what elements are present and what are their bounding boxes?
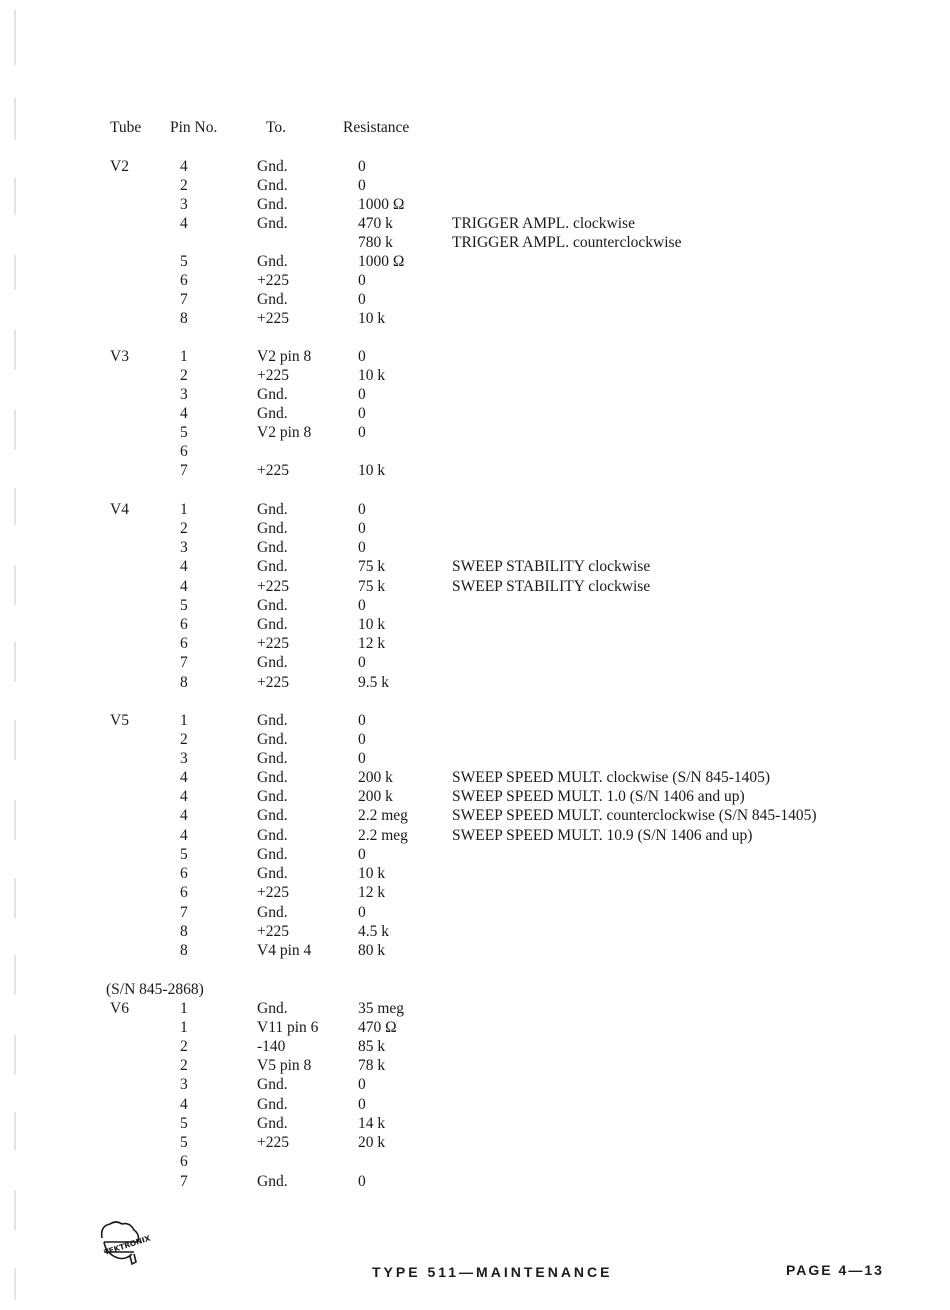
table-row <box>0 1056 950 1076</box>
to-cell: Gnd. <box>257 558 288 575</box>
pin-cell: 5 <box>180 253 188 270</box>
table-row <box>0 309 950 329</box>
table-row <box>0 195 950 215</box>
table-row <box>0 233 950 253</box>
pin-cell: 5 <box>180 1115 188 1132</box>
resistance-cell: 10 k <box>358 367 386 384</box>
note-cell: TRIGGER AMPL. counterclockwise <box>452 234 682 251</box>
table-row <box>0 903 950 923</box>
pin-cell: 3 <box>180 196 188 213</box>
pin-cell: 4 <box>180 405 188 422</box>
tube-cell: V5 <box>110 712 129 729</box>
pin-cell: 1 <box>180 1000 188 1017</box>
pin-cell: 5 <box>180 1134 188 1151</box>
header-pin-no: Pin No. <box>170 119 218 136</box>
table-row <box>0 519 950 539</box>
table-row <box>0 347 950 367</box>
to-cell: Gnd. <box>257 846 288 863</box>
resistance-cell: 4.5 k <box>358 923 389 940</box>
header-to: To. <box>266 119 287 136</box>
pin-cell: 5 <box>180 597 188 614</box>
pin-cell: 5 <box>180 424 188 441</box>
pin-cell: 4 <box>180 788 188 805</box>
pin-cell: 7 <box>180 654 188 671</box>
footer-document-title: TYPE 511—MAINTENANCE <box>372 1264 613 1280</box>
resistance-cell: 2.2 meg <box>358 827 408 844</box>
to-cell: +225 <box>257 674 289 691</box>
pin-cell: 7 <box>180 904 188 921</box>
to-cell: V5 pin 8 <box>257 1057 312 1074</box>
pin-cell: 2 <box>180 1057 188 1074</box>
to-cell: Gnd. <box>257 158 288 175</box>
tube-cell: V4 <box>110 501 129 518</box>
resistance-cell: 0 <box>358 539 366 556</box>
note-cell: SWEEP SPEED MULT. 10.9 (S/N 1406 and up) <box>452 827 753 844</box>
note-cell: TRIGGER AMPL. clockwise <box>452 215 635 232</box>
table-row <box>0 749 950 769</box>
resistance-cell: 12 k <box>358 635 386 652</box>
to-cell: Gnd. <box>257 788 288 805</box>
to-cell: Gnd. <box>257 1115 288 1132</box>
to-cell: Gnd. <box>257 501 288 518</box>
table-row <box>0 214 950 234</box>
table-row <box>0 404 950 424</box>
resistance-cell: 1000 Ω <box>358 196 405 213</box>
table-row <box>0 845 950 865</box>
to-cell: Gnd. <box>257 827 288 844</box>
table-row <box>0 1133 950 1153</box>
to-cell: Gnd. <box>257 616 288 633</box>
table-row <box>0 826 950 846</box>
tube-cell: V2 <box>110 158 129 175</box>
table-row <box>0 176 950 196</box>
to-cell: +225 <box>257 367 289 384</box>
pin-cell: 1 <box>180 712 188 729</box>
pin-cell: 6 <box>180 635 188 652</box>
tube-cell: V3 <box>110 348 129 365</box>
table-row <box>0 423 950 443</box>
to-cell: -140 <box>257 1038 286 1055</box>
table-row <box>0 653 950 673</box>
to-cell: Gnd. <box>257 904 288 921</box>
table-row <box>0 711 950 731</box>
table-row <box>0 673 950 693</box>
to-cell: V2 pin 8 <box>257 348 312 365</box>
to-cell: V4 pin 4 <box>257 942 312 959</box>
pin-cell: 7 <box>180 462 188 479</box>
to-cell: Gnd. <box>257 291 288 308</box>
to-cell: +225 <box>257 310 289 327</box>
table-row <box>0 290 950 310</box>
resistance-cell: 200 k <box>358 769 393 786</box>
note-cell: SWEEP SPEED MULT. clockwise (S/N 845-1405) <box>452 769 771 786</box>
table-row <box>0 1037 950 1057</box>
resistance-cell: 2.2 meg <box>358 807 408 824</box>
to-cell: Gnd. <box>257 1096 288 1113</box>
resistance-cell: 0 <box>358 597 366 614</box>
table-row <box>0 1152 950 1172</box>
resistance-cell: 0 <box>358 1096 366 1113</box>
resistance-cell: 9.5 k <box>358 674 389 691</box>
v6-serial-range <box>0 980 950 1000</box>
resistance-cell: 75 k <box>358 578 386 595</box>
pin-cell: 4 <box>180 1096 188 1113</box>
table-row <box>0 596 950 616</box>
table-row <box>0 577 950 597</box>
to-cell: +225 <box>257 578 289 595</box>
pin-cell: 6 <box>180 443 188 460</box>
resistance-cell: 0 <box>358 158 366 175</box>
resistance-cell: 470 Ω <box>358 1019 397 1036</box>
table-row <box>0 1075 950 1095</box>
pin-cell: 8 <box>180 310 188 327</box>
pin-cell: 2 <box>180 1038 188 1055</box>
table-row <box>0 1172 950 1192</box>
resistance-cell: 0 <box>358 501 366 518</box>
pin-cell: 1 <box>180 1019 188 1036</box>
to-cell: Gnd. <box>257 215 288 232</box>
resistance-cell: 470 k <box>358 215 393 232</box>
resistance-cell: 0 <box>358 405 366 422</box>
pin-cell: 4 <box>180 807 188 824</box>
table-row <box>0 461 950 481</box>
pin-cell: 2 <box>180 177 188 194</box>
table-row <box>0 557 950 577</box>
to-cell: Gnd. <box>257 253 288 270</box>
to-cell: Gnd. <box>257 177 288 194</box>
table-row <box>0 634 950 654</box>
table-row <box>0 252 950 272</box>
pin-cell: 8 <box>180 674 188 691</box>
table-row <box>0 1018 950 1038</box>
tube-cell: V6 <box>110 1000 129 1017</box>
resistance-cell: 0 <box>358 291 366 308</box>
pin-cell: 1 <box>180 501 188 518</box>
resistance-cell: 0 <box>358 1173 366 1190</box>
table-row <box>0 999 950 1019</box>
to-cell: Gnd. <box>257 712 288 729</box>
pin-cell: 8 <box>180 942 188 959</box>
pin-cell: 6 <box>180 884 188 901</box>
pin-cell: 1 <box>180 348 188 365</box>
to-cell: Gnd. <box>257 1173 288 1190</box>
resistance-cell: 10 k <box>358 865 386 882</box>
to-cell: Gnd. <box>257 654 288 671</box>
to-cell: Gnd. <box>257 386 288 403</box>
footer-page-number: PAGE 4—13 <box>786 1262 884 1278</box>
pin-cell: 2 <box>180 520 188 537</box>
to-cell: +225 <box>257 923 289 940</box>
resistance-cell: 200 k <box>358 788 393 805</box>
table-row <box>0 1095 950 1115</box>
pin-cell: 4 <box>180 827 188 844</box>
note-cell: SWEEP SPEED MULT. 1.0 (S/N 1406 and up) <box>452 788 745 805</box>
resistance-cell: 1000 Ω <box>358 253 405 270</box>
resistance-cell: 10 k <box>358 310 386 327</box>
note-cell: SWEEP SPEED MULT. counterclockwise (S/N 845-1405) <box>452 807 817 824</box>
pin-cell: 3 <box>180 1076 188 1093</box>
to-cell: +225 <box>257 884 289 901</box>
pin-cell: 6 <box>180 1153 188 1170</box>
resistance-cell: 10 k <box>358 616 386 633</box>
to-cell: +225 <box>257 1134 289 1151</box>
resistance-cell: 0 <box>358 177 366 194</box>
to-cell: Gnd. <box>257 539 288 556</box>
to-cell: +225 <box>257 272 289 289</box>
to-cell: Gnd. <box>257 731 288 748</box>
table-row <box>0 730 950 750</box>
table-row <box>0 538 950 558</box>
pin-cell: 6 <box>180 272 188 289</box>
to-cell: V2 pin 8 <box>257 424 312 441</box>
to-cell: Gnd. <box>257 1076 288 1093</box>
table-row <box>0 922 950 942</box>
table-row <box>0 271 950 291</box>
table-row <box>0 157 950 177</box>
pin-cell: 4 <box>180 769 188 786</box>
resistance-cell: 0 <box>358 348 366 365</box>
pin-cell: 6 <box>180 616 188 633</box>
resistance-cell: 0 <box>358 520 366 537</box>
pin-cell: 3 <box>180 539 188 556</box>
resistance-cell: 0 <box>358 386 366 403</box>
table-row <box>0 883 950 903</box>
pin-cell: 4 <box>180 558 188 575</box>
resistance-cell: 85 k <box>358 1038 386 1055</box>
pin-cell: 3 <box>180 386 188 403</box>
resistance-cell: 20 k <box>358 1134 386 1151</box>
to-cell: Gnd. <box>257 1000 288 1017</box>
resistance-cell: 14 k <box>358 1115 386 1132</box>
note-cell: SWEEP STABILITY clockwise <box>452 558 651 575</box>
pin-cell: 4 <box>180 578 188 595</box>
resistance-cell: 0 <box>358 1076 366 1093</box>
resistance-cell: 35 meg <box>358 1000 405 1017</box>
to-cell: Gnd. <box>257 405 288 422</box>
pin-cell: 2 <box>180 731 188 748</box>
resistance-cell: 0 <box>358 731 366 748</box>
table-row <box>0 806 950 826</box>
resistance-cell: 0 <box>358 272 366 289</box>
pin-cell: 4 <box>180 158 188 175</box>
resistance-cell: 12 k <box>358 884 386 901</box>
note-cell: SWEEP STABILITY clockwise <box>452 578 651 595</box>
to-cell: V11 pin 6 <box>257 1019 319 1036</box>
table-header <box>0 118 950 138</box>
page-footer <box>0 1258 950 1286</box>
svg-text:TEKTRONIX: TEKTRONIX <box>102 1233 152 1257</box>
table-row <box>0 615 950 635</box>
to-cell: Gnd. <box>257 520 288 537</box>
to-cell: Gnd. <box>257 196 288 213</box>
resistance-cell: 0 <box>358 712 366 729</box>
to-cell: Gnd. <box>257 807 288 824</box>
pin-cell: 6 <box>180 865 188 882</box>
pin-cell: 8 <box>180 923 188 940</box>
to-cell: Gnd. <box>257 597 288 614</box>
to-cell: Gnd. <box>257 865 288 882</box>
resistance-cell: 78 k <box>358 1057 386 1074</box>
resistance-cell: 75 k <box>358 558 386 575</box>
table-row <box>0 864 950 884</box>
pin-cell: 7 <box>180 1173 188 1190</box>
to-cell: +225 <box>257 635 289 652</box>
table-row <box>0 442 950 462</box>
serial-range-label: (S/N 845-2868) <box>106 981 204 998</box>
resistance-cell: 80 k <box>358 942 386 959</box>
table-row <box>0 787 950 807</box>
to-cell: Gnd. <box>257 750 288 767</box>
resistance-cell: 0 <box>358 904 366 921</box>
resistance-cell: 0 <box>358 750 366 767</box>
resistance-cell: 10 k <box>358 462 386 479</box>
table-row <box>0 500 950 520</box>
pin-cell: 2 <box>180 367 188 384</box>
pin-cell: 4 <box>180 215 188 232</box>
resistance-cell: 0 <box>358 654 366 671</box>
pin-cell: 5 <box>180 846 188 863</box>
header-tube: Tube <box>110 119 142 136</box>
pin-cell: 3 <box>180 750 188 767</box>
to-cell: +225 <box>257 462 289 479</box>
table-row <box>0 366 950 386</box>
table-row <box>0 1114 950 1134</box>
resistance-cell: 780 k <box>358 234 393 251</box>
table-row <box>0 768 950 788</box>
resistance-cell: 0 <box>358 424 366 441</box>
header-resistance: Resistance <box>343 119 410 136</box>
pin-cell: 7 <box>180 291 188 308</box>
resistance-cell: 0 <box>358 846 366 863</box>
table-row <box>0 385 950 405</box>
to-cell: Gnd. <box>257 769 288 786</box>
table-row <box>0 941 950 961</box>
